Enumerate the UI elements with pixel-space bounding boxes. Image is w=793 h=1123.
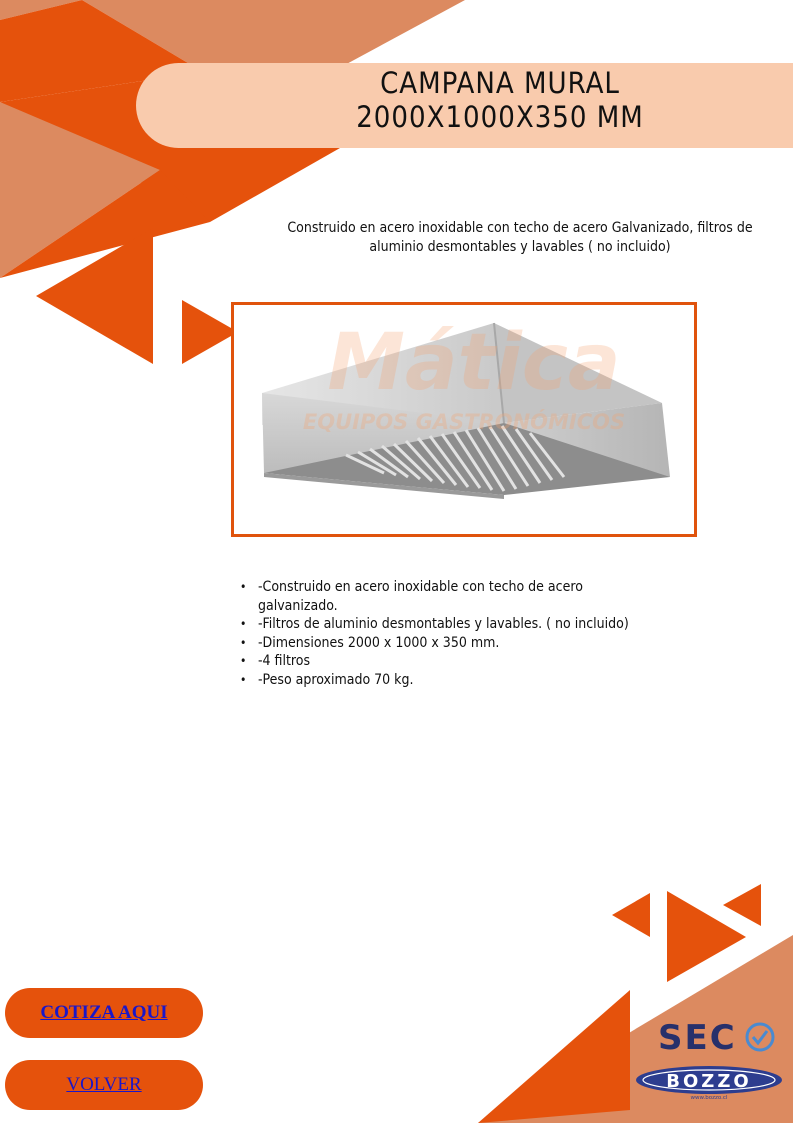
product-image	[234, 305, 694, 534]
intro-text: Construido en acero inoxidable con techo de acero Galvanizado, filtros de aluminio desmontables y lavables ( no incluido)	[287, 220, 753, 255]
back-button[interactable]	[5, 1060, 203, 1110]
back-link[interactable]: VOLVER	[66, 1074, 142, 1095]
check-icon	[747, 1024, 773, 1050]
bozzo-logo-text: BOZZO	[666, 1071, 752, 1092]
feature-item: • -Construido en acero inoxidable con techo de acero galvanizado.	[240, 578, 640, 615]
quote-button[interactable]	[5, 988, 203, 1038]
feature-item: • -Filtros de aluminio desmontables y lavables. ( no incluido)	[240, 615, 640, 634]
bozzo-url: www.bozzo.cl	[690, 1095, 728, 1100]
decor-arrow-right	[182, 300, 238, 364]
title-line-2: 2000X1000X350 MM	[356, 100, 644, 134]
watermark-logo: Mática	[327, 318, 621, 408]
bozzo-logo	[634, 1064, 784, 1100]
feature-item: • -Dimensiones 2000 x 1000 x 350 mm.	[240, 634, 640, 653]
sec-logo-text: SEC	[658, 1018, 737, 1057]
feature-item: • -4 filtros	[240, 652, 640, 671]
decor-arrow-left	[723, 884, 761, 926]
decor-triangle	[478, 990, 630, 1123]
page-title	[300, 66, 700, 134]
sec-logo	[656, 1017, 776, 1057]
title-line-1: CAMPANA MURAL	[380, 66, 620, 100]
feature-item: • -Peso aproximado 70 kg.	[240, 671, 640, 690]
feature-list	[240, 578, 640, 689]
watermark-tagline: EQUIPOS GASTRONÓMICOS	[302, 410, 626, 434]
quote-link[interactable]: COTIZA AQUI	[40, 1002, 168, 1023]
decor-arrow-left	[612, 893, 650, 937]
product-image-frame	[231, 302, 697, 537]
